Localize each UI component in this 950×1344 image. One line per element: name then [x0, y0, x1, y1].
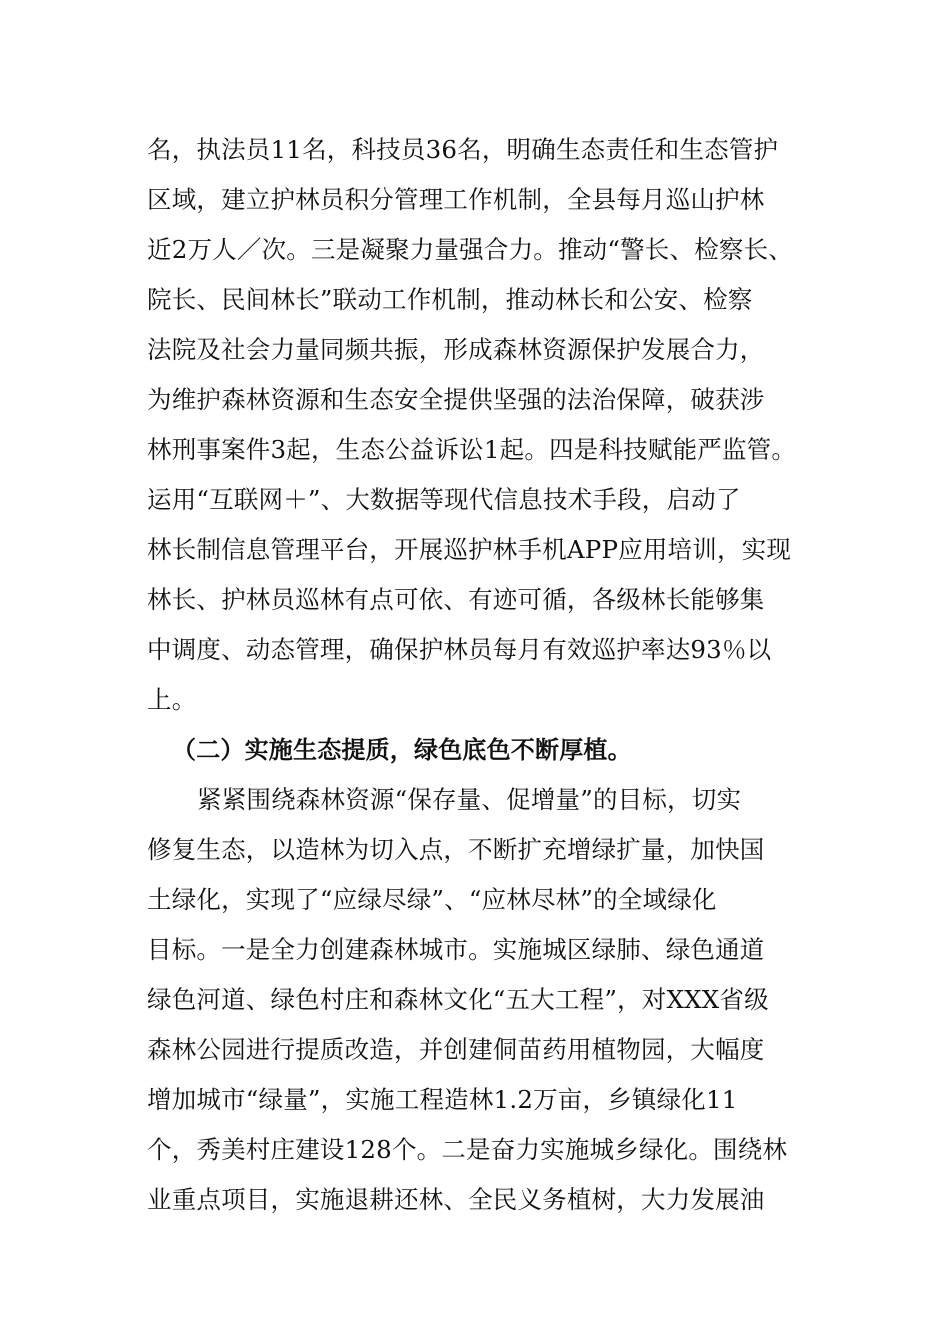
paragraph-line: 法院及社会力量同频共振，形成森林资源保护发展合力，: [147, 335, 765, 364]
paragraph-line: 林刑事案件3起，生态公益诉讼1起。四是科技赋能严监管。: [147, 435, 797, 464]
paragraph-line: 绿色河道、绿色村庄和森林文化“五大工程”，对XXX省级: [147, 985, 769, 1014]
paragraph-line: 修复生态，以造林为切入点，不断扩充增绿扩量，加快国: [147, 835, 765, 864]
paragraph-line: 土绿化，实现了“应绿尽绿”、“应林尽林”的全域绿化: [147, 885, 717, 914]
paragraph-line: 林长制信息管理平台，开展巡护林手机APP应用培训，实现: [147, 535, 792, 564]
paragraph-line: 区域，建立护林员积分管理工作机制，全县每月巡山护林: [147, 185, 765, 214]
paragraph-line: 中调度、动态管理，确保护林员每月有效巡护率达93％以: [147, 635, 772, 664]
paragraph-line: 目标。一是全力创建森林城市。实施城区绿肺、绿色通道: [147, 935, 765, 964]
paragraph-line: 森林公园进行提质改造，并创建侗苗药用植物园，大幅度: [147, 1035, 765, 1064]
paragraph-line: 院长、民间林长”联动工作机制，推动林长和公安、检察: [147, 285, 753, 314]
paragraph-line: 增加城市“绿量”，实施工程造林1.2万亩，乡镇绿化11: [147, 1085, 738, 1114]
paragraph-line: 个，秀美村庄建设128个。二是奋力实施城乡绿化。围绕林: [147, 1135, 788, 1164]
paragraph-line: 近2万人／次。三是凝聚力量强合力。推动“警长、检察长、: [147, 235, 794, 264]
paragraph-line: 名，执法员11名，科技员36名，明确生态责任和生态管护: [147, 135, 779, 164]
section-heading: （二）实施生态提质，绿色底色不断厚植。: [172, 736, 632, 764]
paragraph-first-line: 紧紧围绕森林资源“保存量、促增量”的目标，切实: [197, 785, 742, 814]
paragraph-line: 上。: [147, 685, 197, 714]
paragraph-line: 业重点项目，实施退耕还林、全民义务植树，大力发展油: [147, 1185, 765, 1214]
paragraph-line: 林长、护林员巡林有点可依、有迹可循，各级林长能够集: [147, 585, 765, 614]
paragraph-line: 运用“互联网＋”、大数据等现代信息技术手段，启动了: [147, 485, 741, 514]
paragraph-line: 为维护森林资源和生态安全提供坚强的法治保障，破获涉: [147, 385, 765, 414]
